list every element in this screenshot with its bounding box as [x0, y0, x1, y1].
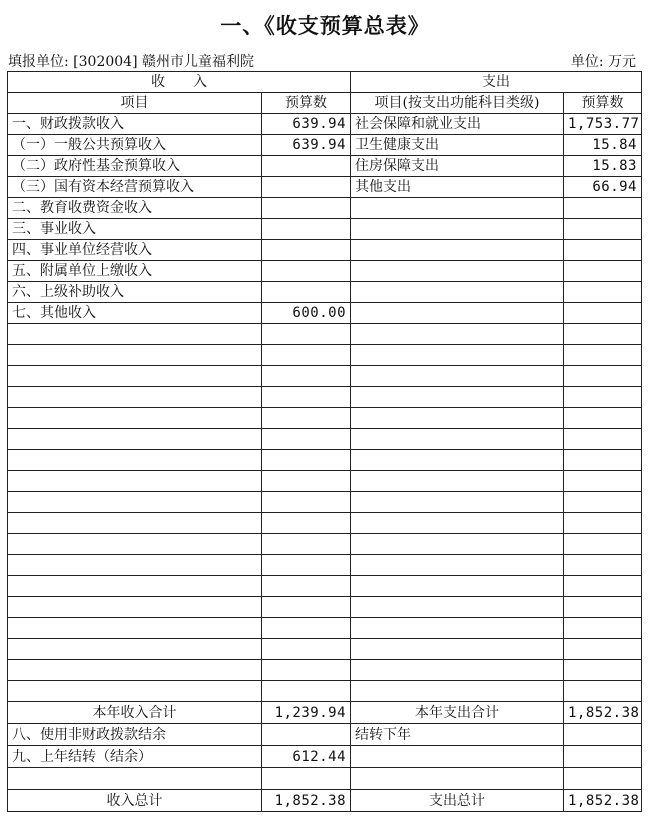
prev-year-row: [8, 746, 642, 768]
empty-cell: [351, 450, 564, 471]
empty-cell: [564, 639, 642, 660]
income-budget-value: [262, 282, 351, 303]
empty-cell: [564, 618, 642, 639]
table-row: [8, 135, 642, 156]
expense-item-label: [351, 240, 564, 261]
expense-section-header: 支出: [351, 72, 642, 93]
empty-cell: [351, 597, 564, 618]
income-budget-value: 600.00: [262, 303, 351, 324]
currency-unit: 单位: 万元: [570, 54, 636, 70]
page-title: 一、《收支预算总表》: [220, 13, 430, 38]
expense-item-label: [351, 303, 564, 324]
empty-cell: [8, 597, 262, 618]
expense-budget-value: 66.94: [564, 177, 642, 198]
filler-unit: 填报单位: [302004] 赣州市儿童福利院: [8, 54, 254, 70]
empty-cell: [564, 681, 642, 702]
empty-cell: [262, 639, 351, 660]
report-meta: [8, 51, 636, 71]
income-item-label: （二）政府性基金预算收入: [8, 156, 262, 177]
empty-row: [8, 534, 642, 555]
expense-budget-value: [564, 282, 642, 303]
income-item-header: 项目: [8, 93, 262, 114]
empty-cell: [351, 387, 564, 408]
empty-cell: [351, 324, 564, 345]
carry-forward-label: 结转下年: [351, 724, 564, 746]
empty-cell: [8, 513, 262, 534]
empty-row: [8, 639, 642, 660]
empty-cell: [8, 366, 262, 387]
expense-item-label: [351, 261, 564, 282]
empty-cell: [8, 408, 262, 429]
expense-item-label: [351, 219, 564, 240]
table-row: [8, 177, 642, 198]
table-row: [8, 219, 642, 240]
empty-cell: [262, 387, 351, 408]
nonfiscal-row: [8, 724, 642, 746]
prev-year-value: 612.44: [262, 746, 351, 768]
table-row: [8, 261, 642, 282]
empty-cell: [262, 597, 351, 618]
expense-item-label: 住房保障支出: [351, 156, 564, 177]
income-budget-value: [262, 219, 351, 240]
empty-cell: [564, 534, 642, 555]
income-item-label: 六、上级补助收入: [8, 282, 262, 303]
empty-cell: [351, 618, 564, 639]
empty-cell: [8, 555, 262, 576]
empty-row: [8, 576, 642, 597]
empty-cell: [262, 429, 351, 450]
nonfiscal-value: [262, 724, 351, 746]
expense-item-label: [351, 282, 564, 303]
income-budget-value: [262, 198, 351, 219]
empty-row: [8, 513, 642, 534]
empty-cell: [262, 576, 351, 597]
empty-row: [8, 324, 642, 345]
prev-year-expense-cell: [351, 746, 564, 768]
year-income-value: 1,239.94: [262, 702, 351, 724]
expense-budget-value: [564, 303, 642, 324]
year-income-label: 本年收入合计: [8, 702, 262, 724]
expense-budget-value: [564, 261, 642, 282]
expense-item-header: 项目(按支出功能科目类级): [351, 93, 564, 114]
empty-cell: [262, 534, 351, 555]
prev-year-label: 九、上年结转（结余）: [8, 746, 262, 768]
empty-cell: [262, 450, 351, 471]
empty-row: [8, 408, 642, 429]
grand-total-row: [8, 790, 642, 812]
empty-cell: [351, 681, 564, 702]
empty-cell: [351, 429, 564, 450]
expense-item-label: 其他支出: [351, 177, 564, 198]
column-header-row: [8, 93, 642, 114]
table-row: [8, 282, 642, 303]
table-row: [8, 240, 642, 261]
empty-cell: [8, 345, 262, 366]
empty-row: [8, 660, 642, 681]
empty-cell: [262, 408, 351, 429]
empty-cell: [8, 429, 262, 450]
expense-budget-value: [564, 198, 642, 219]
empty-cell: [262, 345, 351, 366]
empty-cell: [564, 408, 642, 429]
income-total-value: 1,852.38: [262, 790, 351, 812]
expense-total-value: 1,852.38: [564, 790, 642, 812]
income-item-label: 五、附属单位上缴收入: [8, 261, 262, 282]
expense-budget-value: 15.84: [564, 135, 642, 156]
income-item-label: 一、财政拨款收入: [8, 114, 262, 135]
table-row: [8, 198, 642, 219]
spacer-cell: [351, 768, 564, 790]
empty-cell: [564, 597, 642, 618]
expense-total-label: 支出总计: [351, 790, 564, 812]
empty-cell: [564, 492, 642, 513]
income-budget-value: [262, 156, 351, 177]
empty-cell: [262, 660, 351, 681]
table-row: [8, 303, 642, 324]
empty-cell: [8, 471, 262, 492]
income-item-label: 三、事业收入: [8, 219, 262, 240]
expense-budget-value: [564, 240, 642, 261]
spacer-row: [8, 768, 642, 790]
income-budget-value: [262, 240, 351, 261]
budget-summary-table: [7, 71, 642, 812]
income-item-label: （三）国有资本经营预算收入: [8, 177, 262, 198]
empty-cell: [351, 576, 564, 597]
empty-cell: [351, 492, 564, 513]
income-budget-header: 预算数: [262, 93, 351, 114]
expense-budget-value: [564, 219, 642, 240]
empty-cell: [351, 513, 564, 534]
empty-row: [8, 366, 642, 387]
expense-budget-value: 1,753.77: [564, 114, 642, 135]
income-budget-value: [262, 261, 351, 282]
empty-cell: [564, 450, 642, 471]
income-budget-value: 639.94: [262, 114, 351, 135]
empty-cell: [564, 555, 642, 576]
empty-cell: [564, 471, 642, 492]
empty-cell: [8, 492, 262, 513]
empty-cell: [262, 492, 351, 513]
empty-row: [8, 681, 642, 702]
income-section-header: 收 入: [8, 72, 351, 93]
empty-cell: [8, 324, 262, 345]
empty-row: [8, 450, 642, 471]
empty-row: [8, 618, 642, 639]
empty-row: [8, 345, 642, 366]
empty-cell: [262, 471, 351, 492]
empty-cell: [564, 366, 642, 387]
empty-cell: [351, 408, 564, 429]
empty-cell: [564, 387, 642, 408]
empty-cell: [262, 555, 351, 576]
spacer-cell: [564, 768, 642, 790]
empty-row: [8, 555, 642, 576]
year-expense-label: 本年支出合计: [351, 702, 564, 724]
prev-year-expense-value: [564, 746, 642, 768]
empty-row: [8, 492, 642, 513]
empty-cell: [8, 534, 262, 555]
table-row: [8, 114, 642, 135]
empty-cell: [8, 450, 262, 471]
empty-cell: [351, 660, 564, 681]
empty-cell: [262, 618, 351, 639]
income-item-label: 四、事业单位经营收入: [8, 240, 262, 261]
empty-cell: [351, 345, 564, 366]
income-budget-value: [262, 177, 351, 198]
expense-item-label: 社会保障和就业支出: [351, 114, 564, 135]
empty-cell: [262, 324, 351, 345]
expense-budget-header: 预算数: [564, 93, 642, 114]
income-item-label: （一）一般公共预算收入: [8, 135, 262, 156]
empty-cell: [262, 513, 351, 534]
empty-cell: [351, 366, 564, 387]
empty-cell: [8, 576, 262, 597]
expense-item-label: [351, 198, 564, 219]
empty-row: [8, 387, 642, 408]
empty-cell: [351, 639, 564, 660]
empty-cell: [564, 513, 642, 534]
empty-cell: [262, 681, 351, 702]
empty-cell: [8, 681, 262, 702]
empty-cell: [564, 429, 642, 450]
year-expense-value: 1,852.38: [564, 702, 642, 724]
empty-cell: [351, 471, 564, 492]
empty-cell: [262, 366, 351, 387]
empty-cell: [564, 324, 642, 345]
carry-forward-value: [564, 724, 642, 746]
nonfiscal-label: 八、使用非财政拨款结余: [8, 724, 262, 746]
empty-cell: [8, 618, 262, 639]
empty-cell: [8, 387, 262, 408]
income-item-label: 二、教育收费资金收入: [8, 198, 262, 219]
table-row: [8, 156, 642, 177]
expense-budget-value: 15.83: [564, 156, 642, 177]
section-header-row: [8, 72, 642, 93]
income-total-label: 收入总计: [8, 790, 262, 812]
empty-cell: [564, 345, 642, 366]
expense-item-label: 卫生健康支出: [351, 135, 564, 156]
empty-row: [8, 471, 642, 492]
empty-cell: [8, 639, 262, 660]
income-item-label: 七、其他收入: [8, 303, 262, 324]
spacer-cell: [262, 768, 351, 790]
spacer-cell: [8, 768, 262, 790]
empty-cell: [8, 660, 262, 681]
empty-cell: [351, 534, 564, 555]
year-total-row: [8, 702, 642, 724]
empty-cell: [564, 660, 642, 681]
income-budget-value: 639.94: [262, 135, 351, 156]
empty-cell: [351, 555, 564, 576]
empty-row: [8, 597, 642, 618]
empty-cell: [564, 576, 642, 597]
empty-row: [8, 429, 642, 450]
